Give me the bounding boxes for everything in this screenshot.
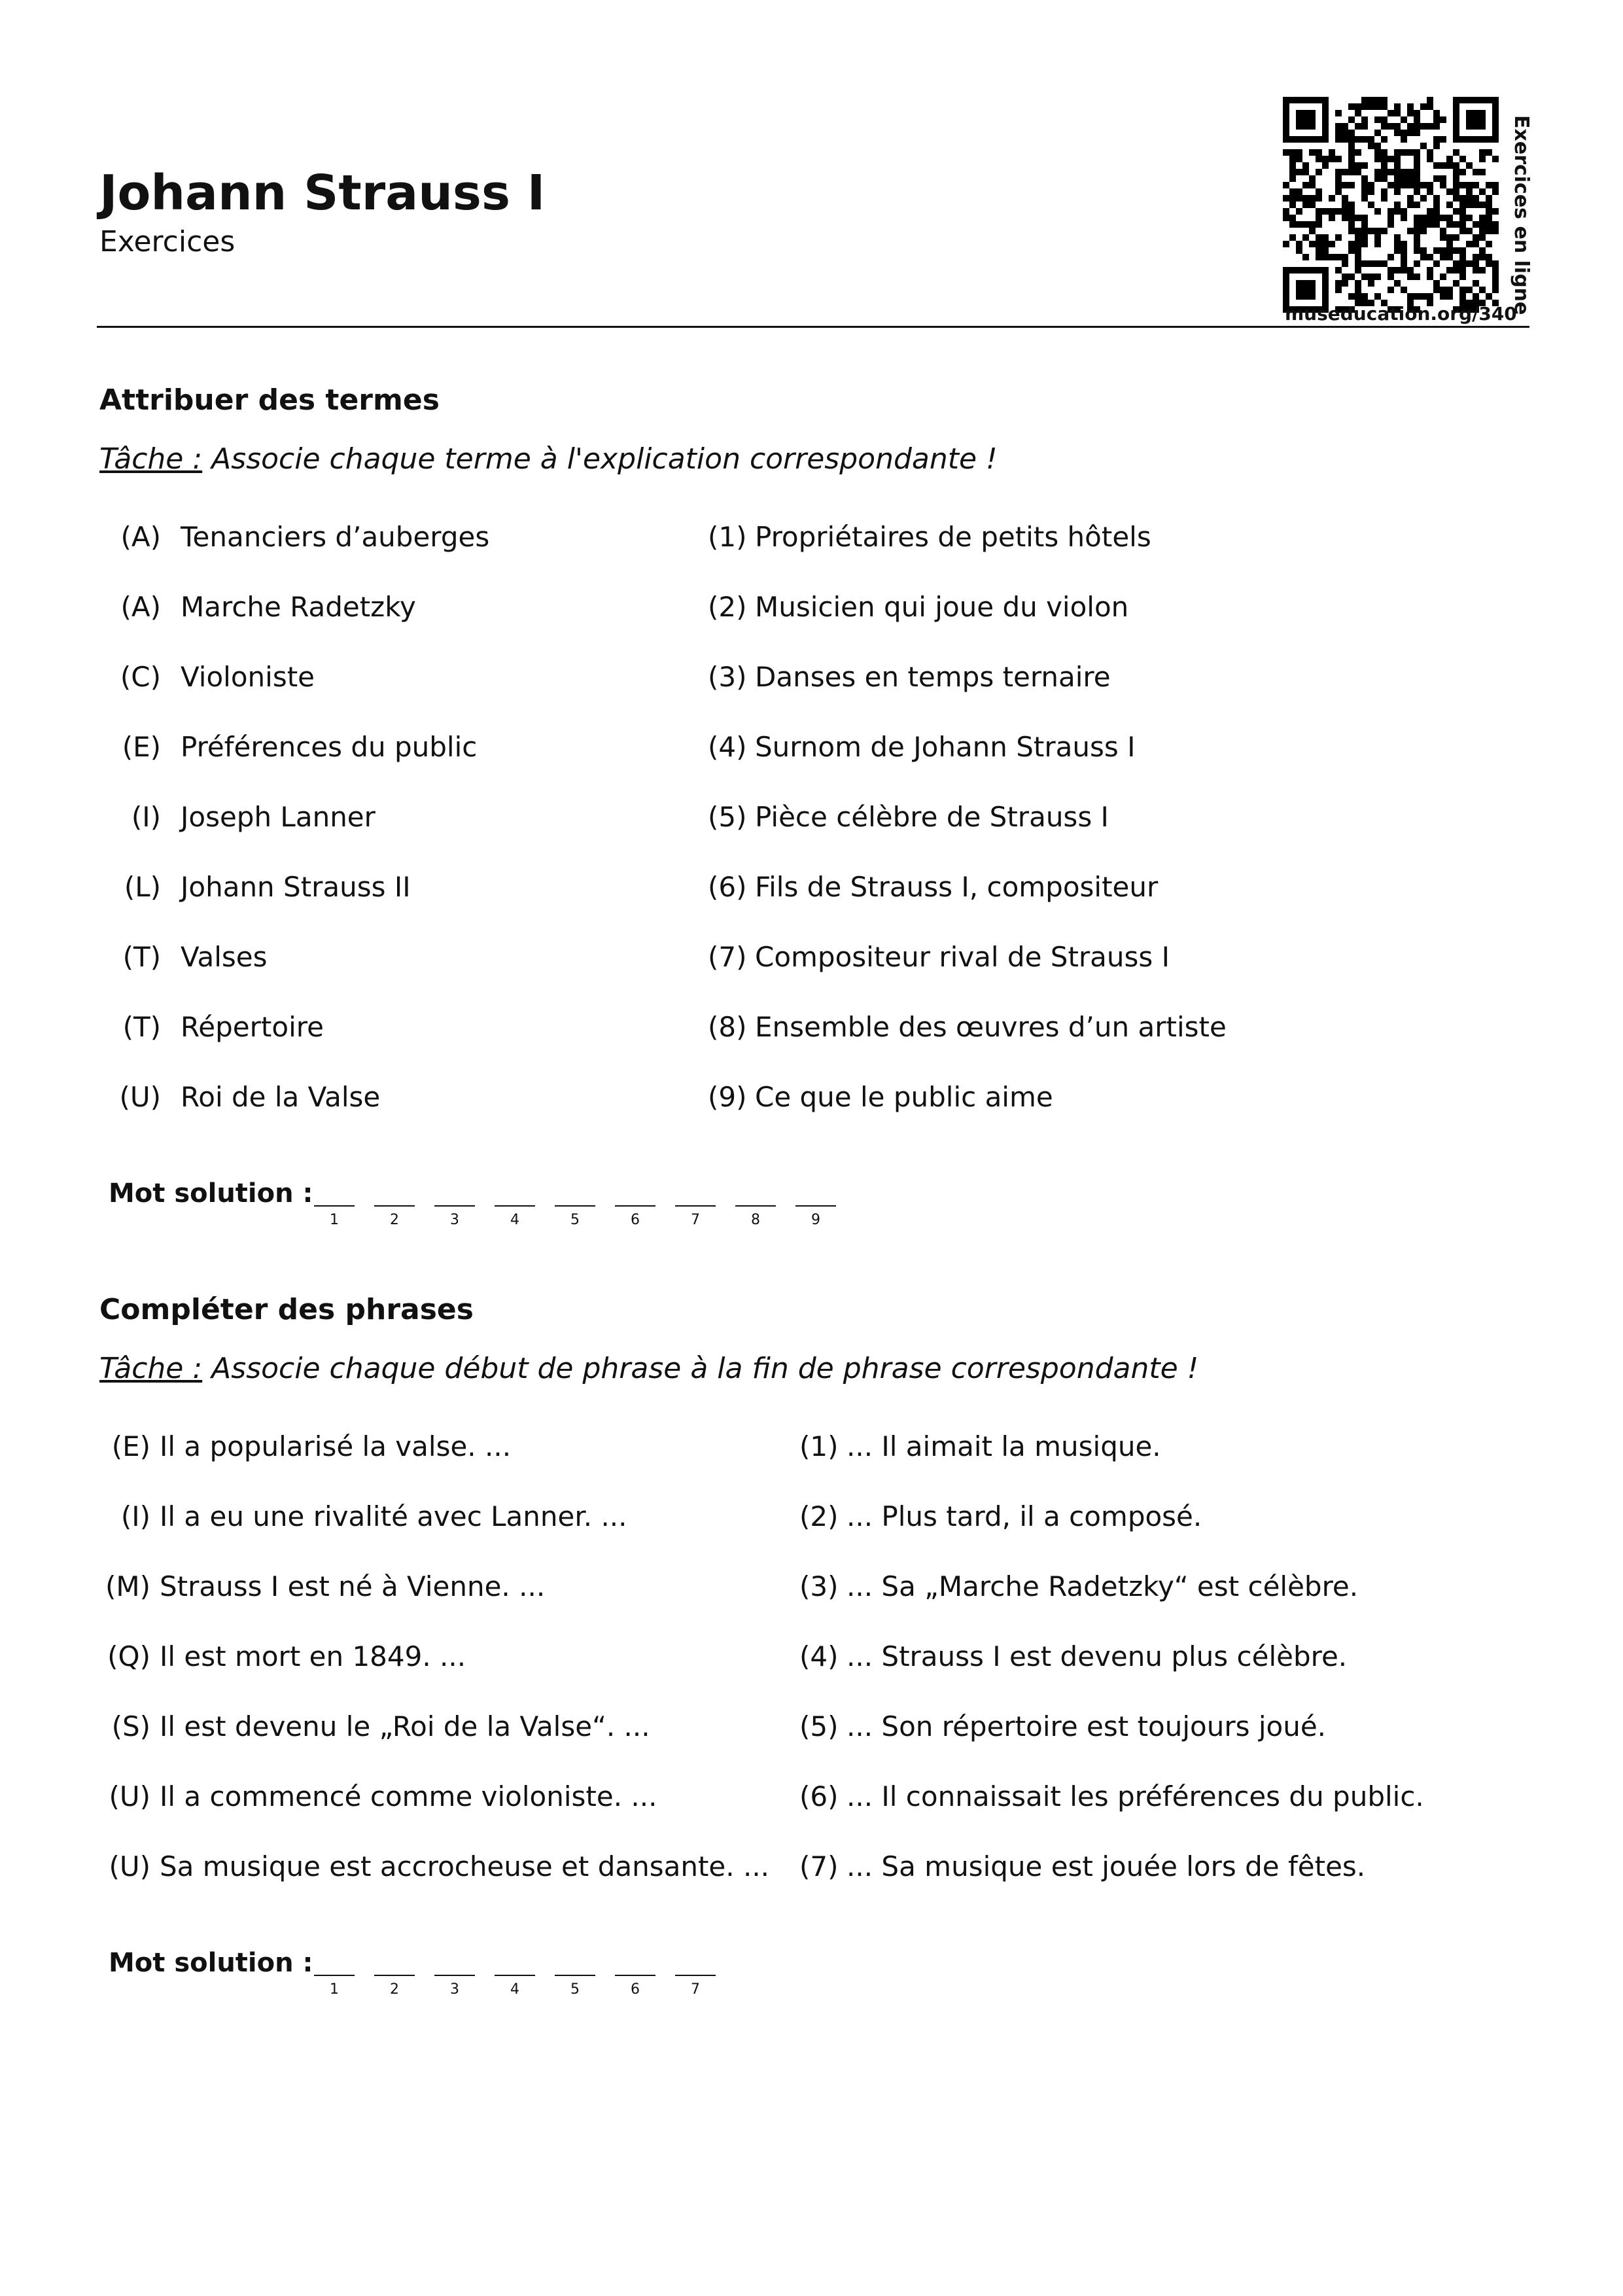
solution-blank-number: 5 bbox=[570, 1981, 580, 1998]
term-text: Tenanciers d’auberges bbox=[181, 521, 490, 553]
sentence-start-letter: (M) bbox=[105, 1570, 150, 1602]
solution-blank[interactable] bbox=[434, 1975, 475, 1976]
explanation-number: (3) bbox=[708, 661, 747, 693]
sentence-start-text: Il a commencé comme violoniste. ... bbox=[160, 1780, 657, 1812]
term-text: Répertoire bbox=[181, 1011, 324, 1043]
explanation-number: (2) bbox=[708, 591, 747, 623]
sentence-start-letter: (U) bbox=[109, 1780, 150, 1812]
term-letter: (A) bbox=[120, 591, 161, 623]
explanation-text: Fils de Strauss I, compositeur bbox=[755, 871, 1159, 903]
term-letter: (L) bbox=[124, 871, 161, 903]
sentence-end-number: (4) bbox=[799, 1640, 839, 1672]
term-text: Roi de la Valse bbox=[181, 1081, 381, 1113]
solution-blank[interactable] bbox=[314, 1205, 355, 1207]
solution-blank-number: 6 bbox=[631, 1212, 640, 1228]
solution-blank-number: 2 bbox=[390, 1981, 399, 1998]
solution-blank[interactable] bbox=[795, 1205, 836, 1207]
solution-blank-number: 7 bbox=[691, 1981, 700, 1998]
page-subtitle: Exercices bbox=[99, 225, 236, 258]
task-label: Tâche : bbox=[99, 442, 203, 476]
term-text: Joseph Lanner bbox=[181, 801, 375, 833]
explanation-text: Surnom de Johann Strauss I bbox=[755, 731, 1136, 763]
sentence-start-text: Il est devenu le „Roi de la Valse“. ... bbox=[160, 1710, 650, 1742]
sentence-start-letter: (I) bbox=[120, 1500, 150, 1532]
sentence-start-letter: (U) bbox=[109, 1850, 150, 1882]
sentence-end-number: (7) bbox=[799, 1850, 839, 1882]
solution-blank[interactable] bbox=[555, 1975, 595, 1976]
term-text: Johann Strauss II bbox=[181, 871, 411, 903]
section1-task bbox=[99, 442, 998, 476]
sentence-end-number: (6) bbox=[799, 1780, 839, 1812]
solution-blank[interactable] bbox=[615, 1205, 655, 1207]
term-letter: (A) bbox=[120, 521, 161, 553]
sentence-start-text: Sa musique est accrocheuse et dansante. ... bbox=[160, 1850, 770, 1882]
explanation-number: (1) bbox=[708, 521, 747, 553]
sentence-end-number: (1) bbox=[799, 1430, 839, 1462]
solution-blank[interactable] bbox=[495, 1205, 535, 1207]
qr-code-icon[interactable] bbox=[1282, 97, 1499, 313]
sentence-end-text: ... Son répertoire est toujours joué. bbox=[846, 1710, 1327, 1742]
explanation-number: (7) bbox=[708, 941, 747, 973]
sentence-end-number: (2) bbox=[799, 1500, 839, 1532]
explanation-text: Musicien qui joue du violon bbox=[755, 591, 1129, 623]
solution-blank-number: 4 bbox=[510, 1981, 519, 1998]
solution-blank-number: 7 bbox=[691, 1212, 700, 1228]
solution-blank[interactable] bbox=[434, 1205, 475, 1207]
term-text: Valses bbox=[181, 941, 268, 973]
solution-blank-number: 9 bbox=[811, 1212, 820, 1228]
section1-title: Attribuer des termes bbox=[99, 383, 440, 417]
solution-blank[interactable] bbox=[374, 1975, 415, 1976]
solution-blank[interactable] bbox=[675, 1205, 716, 1207]
explanation-text: Danses en temps ternaire bbox=[755, 661, 1111, 693]
solution-blank-number: 1 bbox=[330, 1981, 339, 1998]
term-letter: (E) bbox=[122, 731, 161, 763]
explanation-number: (5) bbox=[708, 801, 747, 833]
sentence-start-text: Il est mort en 1849. ... bbox=[160, 1640, 466, 1672]
sentence-end-text: ... Il aimait la musique. bbox=[846, 1430, 1161, 1462]
explanation-text: Compositeur rival de Strauss I bbox=[755, 941, 1170, 973]
qr-url[interactable]: museducation.org/340 bbox=[1285, 303, 1517, 325]
sentence-end-text: ... Plus tard, il a composé. bbox=[846, 1500, 1202, 1532]
term-text: Violoniste bbox=[181, 661, 315, 693]
sentence-end-number: (3) bbox=[799, 1570, 839, 1602]
solution-blank-number: 3 bbox=[450, 1212, 459, 1228]
explanation-text: Pièce célèbre de Strauss I bbox=[755, 801, 1109, 833]
term-text: Préférences du public bbox=[181, 731, 478, 763]
sentence-end-text: ... Il connaissait les préférences du public. bbox=[846, 1780, 1424, 1812]
section2-task bbox=[99, 1354, 1198, 1383]
sentence-end-text: ... Strauss I est devenu plus célèbre. bbox=[846, 1640, 1348, 1672]
solution-blank[interactable] bbox=[495, 1975, 535, 1976]
solution-label: Mot solution : bbox=[109, 1948, 313, 1978]
solution-blank-number: 4 bbox=[510, 1212, 519, 1228]
task-text: Associe chaque terme à l'explication correspondante ! bbox=[202, 442, 998, 476]
task-label: Tâche : bbox=[99, 1352, 203, 1385]
term-letter: (C) bbox=[120, 661, 161, 693]
solution-blank[interactable] bbox=[555, 1205, 595, 1207]
explanation-number: (6) bbox=[708, 871, 747, 903]
term-letter: (U) bbox=[119, 1081, 161, 1113]
solution-blank-number: 3 bbox=[450, 1981, 459, 1998]
sentence-start-letter: (E) bbox=[111, 1430, 150, 1462]
explanation-text: Propriétaires de petits hôtels bbox=[755, 521, 1151, 553]
explanation-number: (4) bbox=[708, 731, 747, 763]
term-text: Marche Radetzky bbox=[181, 591, 416, 623]
solution-blank[interactable] bbox=[735, 1205, 776, 1207]
header-divider bbox=[97, 326, 1529, 328]
solution-blank-number: 2 bbox=[390, 1212, 399, 1228]
sentence-start-letter: (Q) bbox=[107, 1640, 150, 1672]
page-title: Johann Strauss I bbox=[99, 165, 546, 221]
task-text: Associe chaque début de phrase à la fin de phrase correspondante ! bbox=[202, 1352, 1199, 1385]
solution-blank-number: 1 bbox=[330, 1212, 339, 1228]
explanation-number: (9) bbox=[708, 1081, 747, 1113]
term-letter: (I) bbox=[131, 801, 161, 833]
solution-blank-number: 5 bbox=[570, 1212, 580, 1228]
solution-blank[interactable] bbox=[374, 1205, 415, 1207]
sentence-start-text: Il a popularisé la valse. ... bbox=[160, 1430, 512, 1462]
sentence-start-text: Strauss I est né à Vienne. ... bbox=[160, 1570, 546, 1602]
solution-blank-number: 8 bbox=[751, 1212, 760, 1228]
sentence-start-letter: (S) bbox=[111, 1710, 150, 1742]
term-letter: (T) bbox=[122, 1011, 161, 1043]
solution-blank[interactable] bbox=[314, 1975, 355, 1976]
sentence-start-text: Il a eu une rivalité avec Lanner. ... bbox=[160, 1500, 627, 1532]
explanation-text: Ensemble des œuvres d’un artiste bbox=[755, 1011, 1227, 1043]
solution-blank[interactable] bbox=[615, 1975, 655, 1976]
solution-blank-number: 6 bbox=[631, 1981, 640, 1998]
section2-title: Compléter des phrases bbox=[99, 1293, 474, 1326]
solution-label: Mot solution : bbox=[109, 1178, 313, 1209]
explanation-text: Ce que le public aime bbox=[755, 1081, 1053, 1113]
explanation-number: (8) bbox=[708, 1011, 747, 1043]
qr-side-label: Exercices en ligne bbox=[1510, 115, 1533, 315]
sentence-end-number: (5) bbox=[799, 1710, 839, 1742]
sentence-end-text: ... Sa „Marche Radetzky“ est célèbre. bbox=[846, 1570, 1359, 1602]
sentence-end-text: ... Sa musique est jouée lors de fêtes. bbox=[846, 1850, 1366, 1882]
term-letter: (T) bbox=[122, 941, 161, 973]
solution-blank[interactable] bbox=[675, 1975, 716, 1976]
